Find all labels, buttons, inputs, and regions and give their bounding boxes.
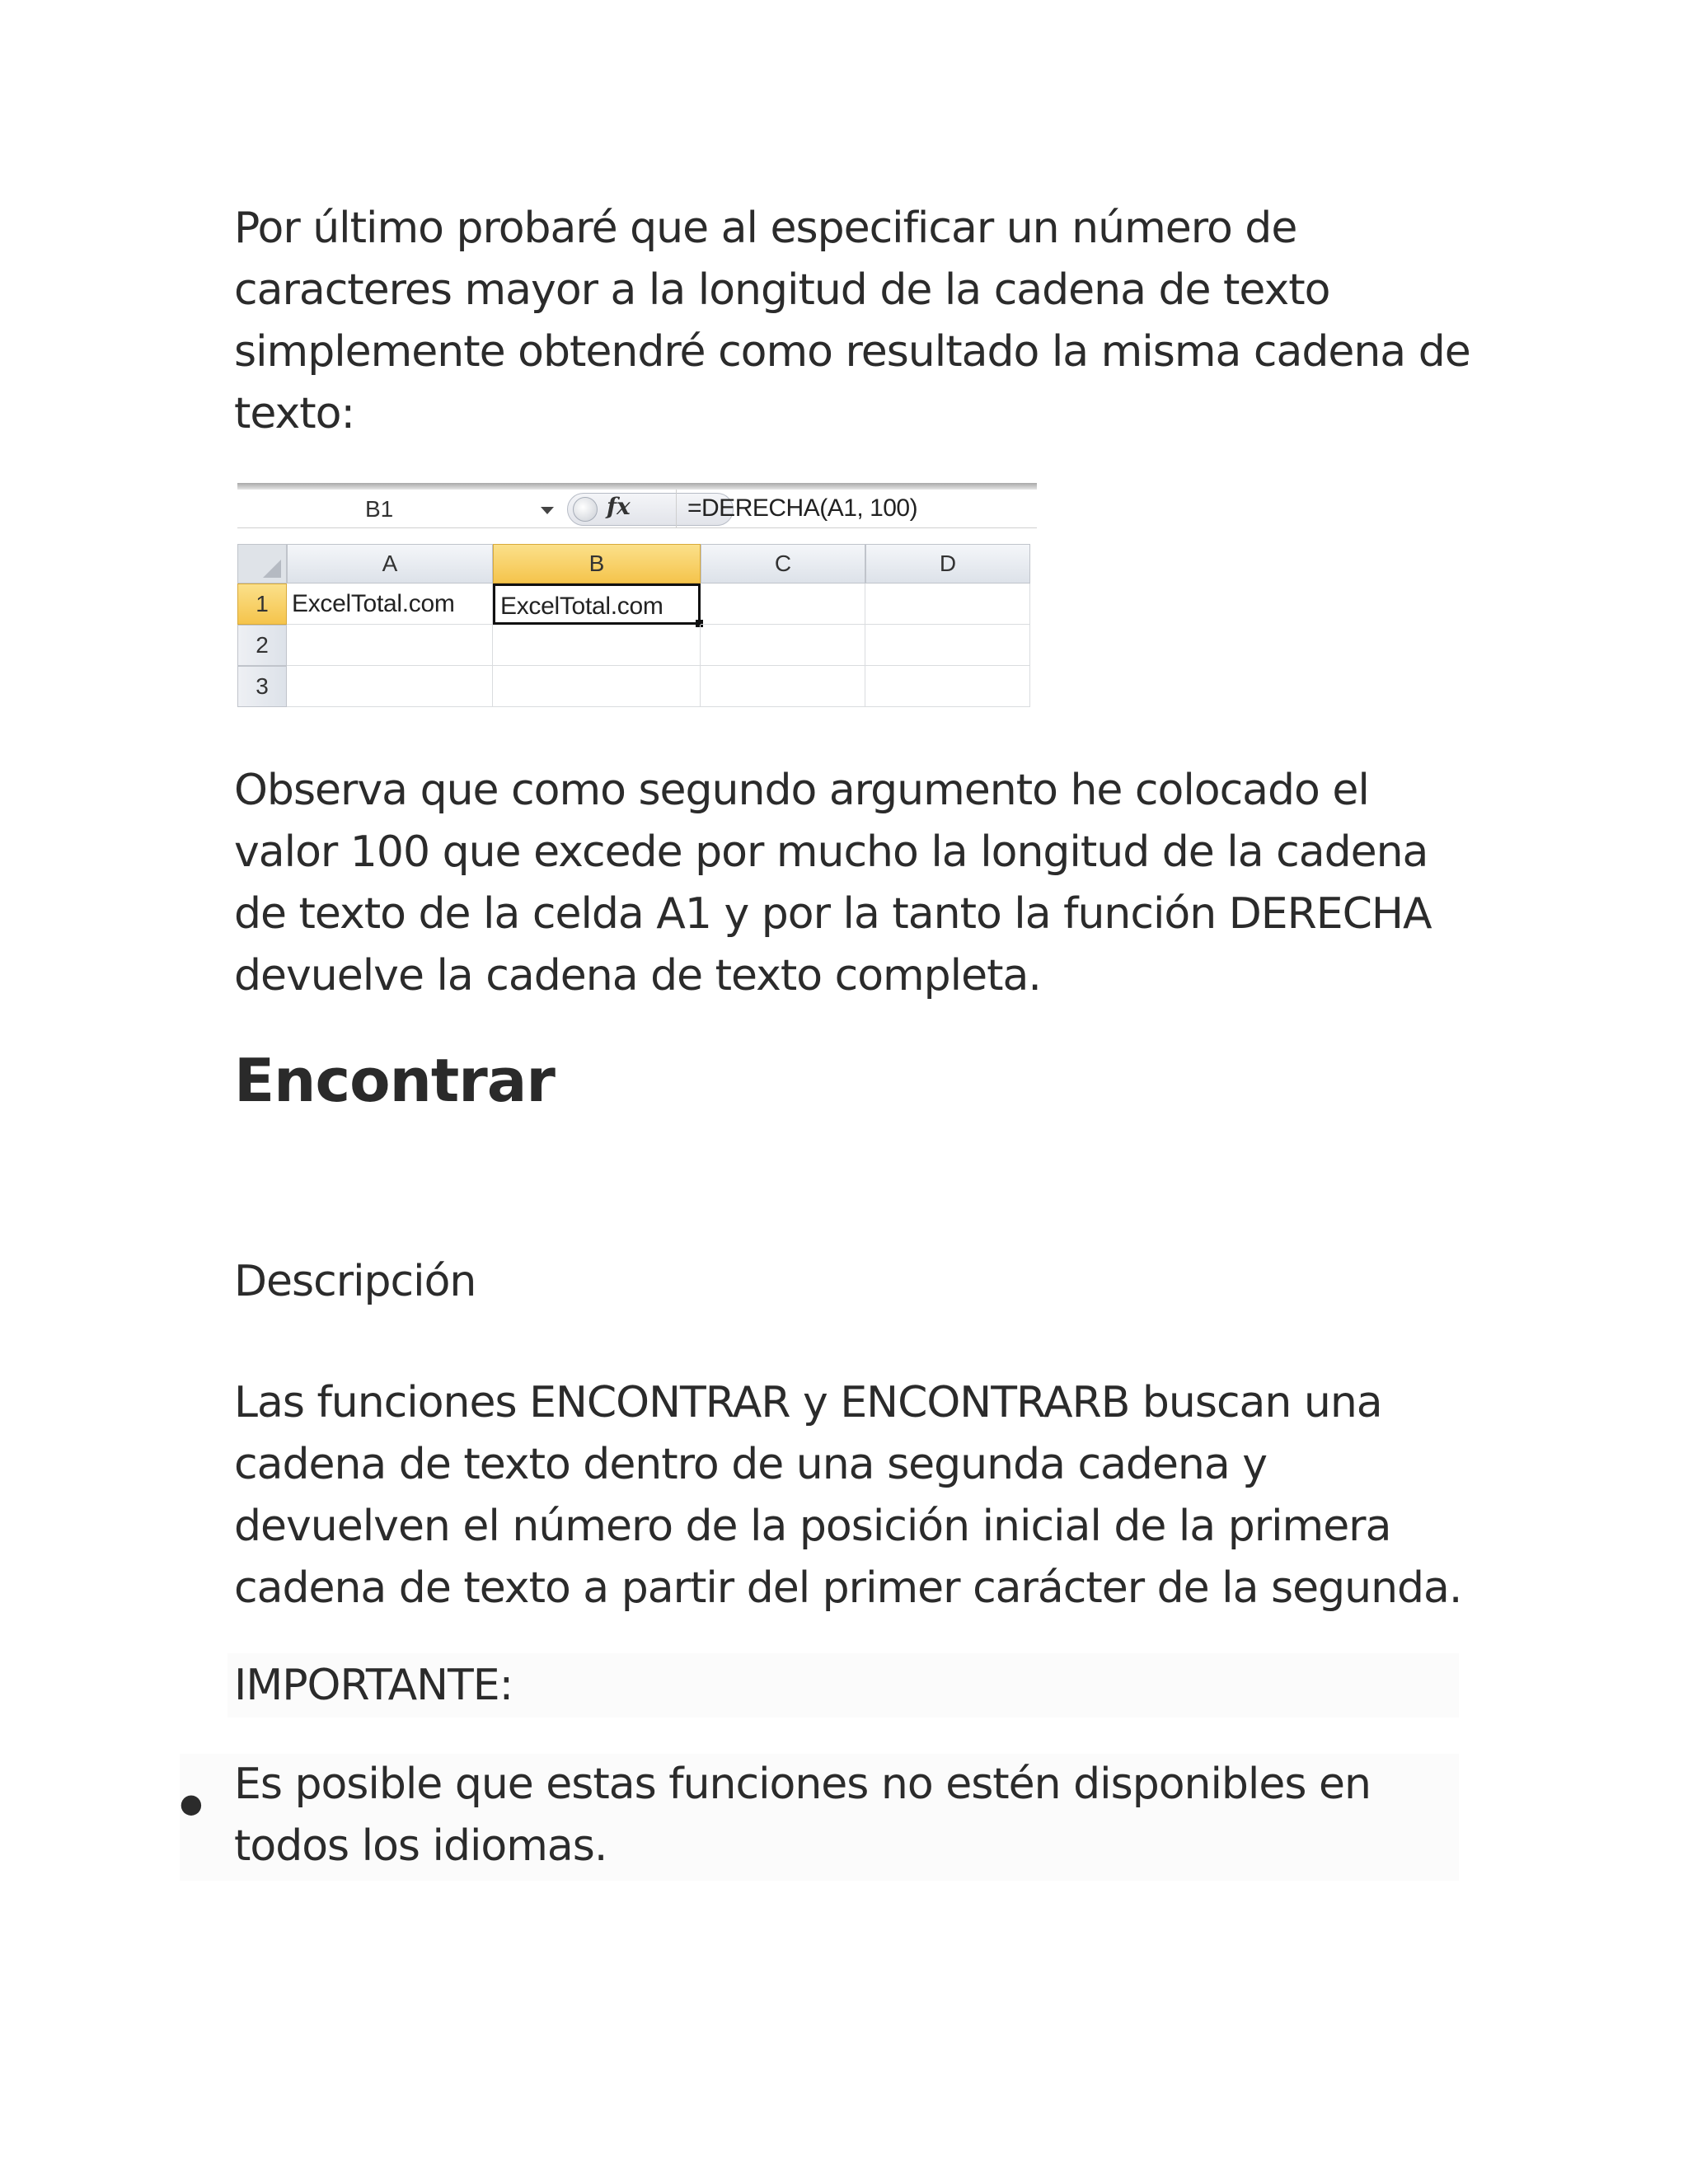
triangle-icon — [263, 560, 281, 578]
circle-button-icon[interactable] — [573, 497, 598, 522]
cell-d2[interactable] — [865, 625, 1030, 666]
cell-b1[interactable]: ExcelTotal.com — [493, 583, 701, 625]
cell-a2[interactable] — [287, 625, 493, 666]
important-label: IMPORTANTE: — [234, 1661, 513, 1710]
paragraph-explanation: Observa que como segundo argumento he colocado el valor 100 que excede por mucho la longitud de la cadena de texto de la celda A1 y por la tanto la función DERECHA devuelve la cadena de texto completa. — [234, 766, 1432, 1001]
select-all-corner[interactable] — [237, 544, 287, 583]
chevron-down-icon[interactable] — [541, 507, 554, 514]
name-box-value: B1 — [365, 496, 394, 522]
cell-a3[interactable] — [287, 666, 493, 707]
row-header-2[interactable]: 2 — [237, 625, 287, 666]
paragraph-intro: Por último probaré que al especificar un número de caracteres mayor a la longitud de la cadena de texto simplemente obtendré como resultado la misma cadena de texto: — [234, 204, 1470, 438]
cell-a1[interactable]: ExcelTotal.com — [287, 583, 493, 625]
cell-d3[interactable] — [865, 666, 1030, 707]
bullet-icon: ● — [180, 1788, 203, 1819]
cell-b3[interactable] — [493, 666, 701, 707]
excel-ribbon-edge — [237, 483, 1037, 490]
formula-bar — [237, 490, 1037, 528]
cell-c1[interactable] — [701, 583, 865, 625]
cell-c2[interactable] — [701, 625, 865, 666]
section-subtitle: Descripción — [234, 1257, 476, 1306]
row-header-3[interactable]: 3 — [237, 666, 287, 707]
excel-screenshot — [237, 483, 1037, 715]
cell-b2[interactable] — [493, 625, 701, 666]
column-header-b[interactable]: B — [493, 544, 701, 583]
column-header-a[interactable]: A — [287, 544, 493, 583]
formula-input[interactable]: =DERECHA(A1, 100) — [687, 494, 918, 522]
fx-icon[interactable]: fx — [607, 493, 631, 520]
cell-c3[interactable] — [701, 666, 865, 707]
formula-divider — [676, 490, 677, 527]
cell-d1[interactable] — [865, 583, 1030, 625]
name-box[interactable] — [237, 494, 567, 524]
section-heading: Encontrar — [234, 1046, 555, 1115]
list-item: Es posible que estas funciones no estén disponibles en todos los idiomas. — [234, 1760, 1371, 1871]
column-header-d[interactable]: D — [865, 544, 1030, 583]
column-header-c[interactable]: C — [701, 544, 865, 583]
row-header-1[interactable]: 1 — [237, 583, 287, 625]
paragraph-description: Las funciones ENCONTRAR y ENCONTRARB buscan una cadena de texto dentro de una segunda cadena y devuelven el número de la posición inicial de la primera cadena de texto a partir del primer carácter de la segunda. — [234, 1378, 1462, 1613]
